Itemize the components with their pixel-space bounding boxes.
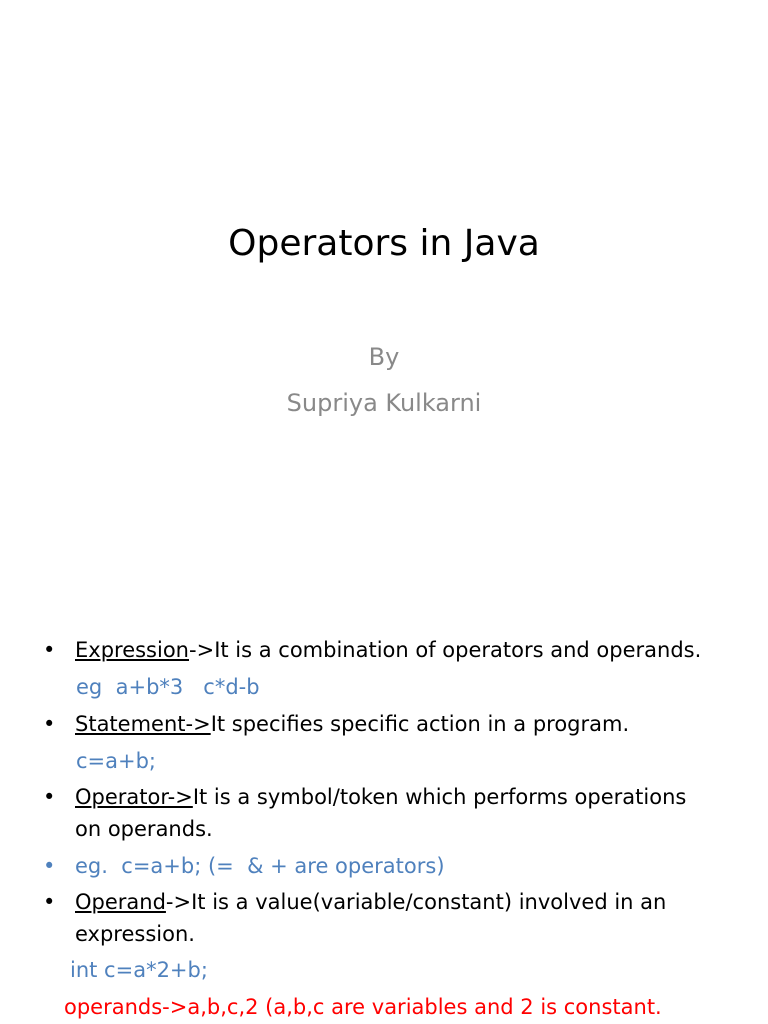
definition-expression: It is a combination of operators and operands. — [214, 638, 702, 662]
content-slide — [0, 512, 768, 1024]
arrow: -> — [189, 638, 215, 662]
slide-subtitle — [0, 334, 768, 426]
arrow: -> — [165, 890, 192, 914]
definition-operator-cont — [75, 817, 213, 841]
bullet-expression — [0, 638, 701, 662]
definition-operand-cont — [75, 922, 195, 946]
subtitle-by: By — [368, 343, 400, 371]
operands-note-text: operands->a,b,c,2 (a,b,c are variables and 2 is constant. — [64, 995, 662, 1019]
slide-title: Operators in Java — [228, 223, 540, 264]
bullet-dot: • — [43, 854, 56, 878]
example-text: c=a+b; — [76, 749, 157, 773]
bullet-dot: • — [43, 638, 56, 662]
definition-statement: It specifies specific action in a program. — [210, 712, 630, 736]
bullet-operator — [0, 785, 686, 809]
definition-operand: It is a value(variable/constant) involved in an — [191, 890, 667, 914]
subtitle-author: Supriya Kulkarni — [286, 389, 482, 417]
definition-operator-line2: on operands. — [75, 817, 213, 841]
example-text: int c=a*2+b; — [70, 958, 208, 982]
term-statement: Statement-> — [75, 712, 211, 736]
term-operator: Operator-> — [75, 785, 193, 809]
example-statement — [76, 749, 156, 773]
bullet-operator-example — [0, 854, 445, 878]
definition-operand-line2: expression. — [75, 922, 195, 946]
bullet-dot: • — [43, 785, 56, 809]
definition-operator: It is a symbol/token which performs operations — [192, 785, 687, 809]
term-expression: Expression — [75, 638, 189, 662]
term-operand: Operand — [75, 890, 166, 914]
bullet-dot: • — [43, 890, 56, 914]
example-text: eg a+b*3 c*d-b — [76, 675, 260, 699]
example-expression — [76, 675, 260, 699]
bullet-dot: • — [43, 712, 56, 736]
example-operand — [70, 958, 208, 982]
operands-note — [64, 995, 662, 1019]
bullet-statement — [0, 712, 629, 736]
operator-example-text: eg. c=a+b; (= & + are operators) — [75, 854, 445, 878]
bullet-operand — [0, 890, 666, 914]
